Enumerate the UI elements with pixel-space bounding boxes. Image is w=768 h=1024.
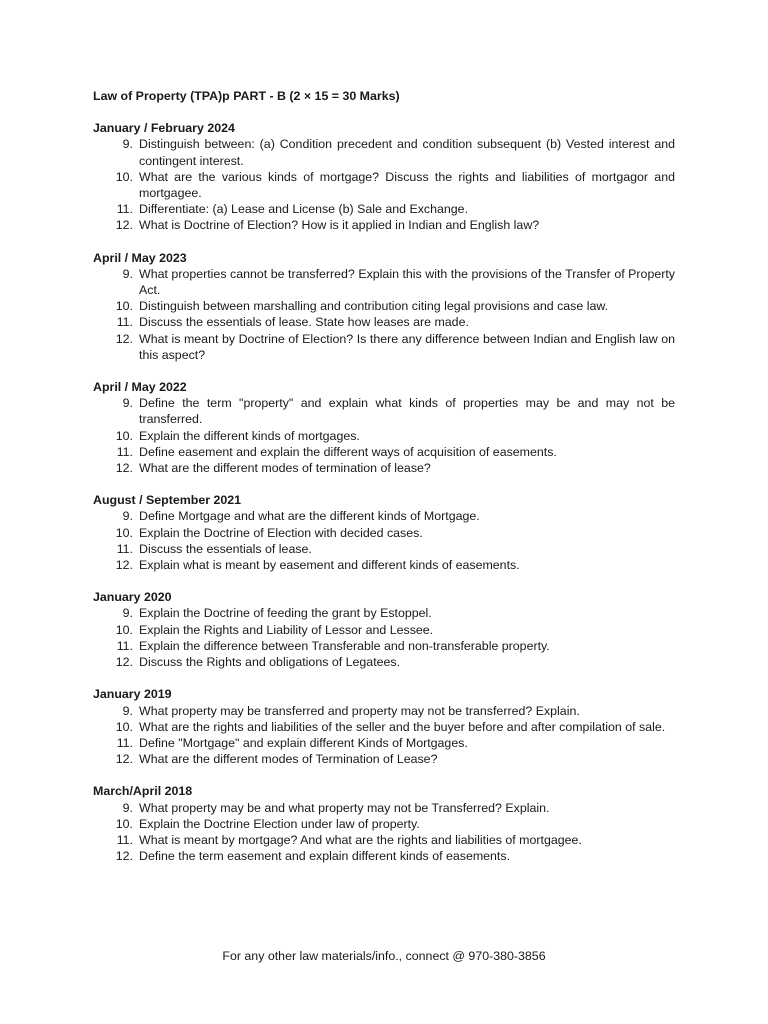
question-text: What properties cannot be transferred? Explain this with the provisions of the Transfer of Property Act. [139, 266, 675, 298]
question-number: 11. [116, 202, 133, 217]
section-heading: January / February 2024 [93, 121, 235, 136]
question-number: 9. [122, 606, 133, 621]
question-number: 11. [116, 444, 133, 459]
question-number: 11. [116, 832, 133, 847]
question-number: 10. [115, 169, 133, 184]
question-text: Define easement and explain the different ways of acquisition of easements. [139, 444, 557, 459]
question-number: 12. [115, 461, 133, 476]
question-list [93, 508, 675, 573]
question-list [93, 136, 675, 233]
question-item [93, 735, 675, 751]
question-text: What is meant by Doctrine of Election? Is there any difference between Indian and English law on this aspect? [139, 331, 675, 362]
question-list [93, 800, 675, 865]
document-title: Law of Property (TPA)p PART - B (2 × 15 = 30 Marks) [93, 89, 400, 103]
question-number: 12. [115, 655, 133, 670]
question-text: Distinguish between marshalling and contribution citing legal provisions and case law. [139, 299, 609, 314]
question-text: Define the term easement and explain different kinds of easements. [139, 849, 511, 864]
question-text: What are the different modes of termination of lease? [139, 461, 431, 476]
question-list [93, 605, 675, 670]
question-item [93, 525, 675, 541]
question-number: 10. [115, 816, 133, 831]
exam-section [93, 783, 675, 864]
question-item [93, 460, 675, 476]
question-number: 12. [115, 752, 133, 767]
question-number: 10. [115, 719, 133, 734]
question-number: 12. [115, 331, 133, 346]
exam-section [93, 589, 675, 670]
question-text: Explain the Rights and Liability of Lessor and Lessee. [139, 622, 434, 637]
question-item [93, 605, 675, 621]
question-number: 9. [122, 703, 133, 718]
question-text: What are the rights and liabilities of the seller and the buyer before and after compilation of sale. [139, 719, 666, 734]
question-number: 9. [122, 800, 133, 815]
section-heading: January 2020 [93, 590, 172, 605]
question-text: What are the different modes of Termination of Lease? [139, 752, 438, 767]
question-list [93, 703, 675, 768]
question-item [93, 169, 675, 201]
question-item [93, 832, 675, 848]
question-text: Explain the Doctrine of Election with decided cases. [139, 525, 423, 540]
question-item [93, 800, 675, 816]
question-number: 11. [116, 541, 133, 556]
question-item [93, 848, 675, 864]
question-text: What is meant by mortgage? And what are the rights and liabilities of mortgagee. [139, 832, 582, 847]
exam-section [93, 492, 675, 573]
question-number: 12. [115, 849, 133, 864]
section-heading: March/April 2018 [93, 784, 193, 799]
section-heading: August / September 2021 [93, 493, 242, 508]
question-item [93, 428, 675, 444]
question-text: Distinguish between: (a) Condition precedent and condition subsequent (b) Vested interest and contingent interest. [139, 137, 675, 168]
question-text: Explain what is meant by easement and different kinds of easements. [139, 558, 520, 573]
question-number: 10. [115, 299, 133, 314]
exam-section [93, 250, 675, 363]
question-number: 9. [122, 509, 133, 524]
document-body [93, 88, 675, 880]
question-text: Define Mortgage and what are the different kinds of Mortgage. [139, 509, 480, 524]
question-text: Differentiate: (a) Lease and License (b) Sale and Exchange. [139, 202, 469, 217]
question-item [93, 314, 675, 330]
question-text: Explain the Doctrine Election under law of property. [139, 816, 420, 831]
question-number: 10. [115, 525, 133, 540]
question-number: 9. [122, 266, 133, 281]
question-number: 12. [115, 558, 133, 573]
question-item [93, 395, 675, 427]
question-item [93, 719, 675, 735]
question-number: 10. [115, 428, 133, 443]
question-text: Discuss the essentials of lease. [139, 541, 312, 556]
question-text: Define the term "property" and explain what kinds of properties may be and may not be transferred. [139, 396, 675, 427]
question-number: 11. [116, 735, 133, 750]
question-item [93, 751, 675, 767]
question-text: Discuss the essentials of lease. State how leases are made. [139, 315, 469, 330]
question-item [93, 201, 675, 217]
question-text: Explain the different kinds of mortgages. [139, 428, 360, 443]
question-text: What is Doctrine of Election? How is it applied in Indian and English law? [139, 218, 540, 233]
question-item [93, 266, 675, 298]
section-heading: January 2019 [93, 687, 172, 702]
question-item [93, 136, 675, 168]
footer-contact: For any other law materials/info., connect @ 970-380-3856 [222, 949, 546, 963]
question-list [93, 266, 675, 363]
question-number: 9. [122, 137, 133, 152]
question-text: What property may be transferred and property may not be transferred? Explain. [139, 703, 580, 718]
question-text: Discuss the Rights and obligations of Legatees. [139, 655, 401, 670]
question-item [93, 508, 675, 524]
question-number: 11. [116, 638, 133, 653]
question-number: 9. [122, 396, 133, 411]
question-item [93, 217, 675, 233]
question-number: 11. [116, 315, 133, 330]
exam-section [93, 379, 675, 476]
question-item [93, 703, 675, 719]
question-item [93, 298, 675, 314]
question-number: 10. [115, 622, 133, 637]
question-text: Define "Mortgage" and explain different Kinds of Mortgages. [139, 735, 468, 750]
question-text: What property may be and what property may not be Transferred? Explain. [139, 800, 550, 815]
question-sections [93, 120, 675, 864]
question-text: Explain the Doctrine of feeding the grant by Estoppel. [139, 606, 432, 621]
question-item [93, 622, 675, 638]
section-heading: April / May 2023 [93, 250, 187, 265]
question-item [93, 444, 675, 460]
exam-section [93, 120, 675, 233]
question-item [93, 816, 675, 832]
question-item [93, 541, 675, 557]
section-heading: April / May 2022 [93, 380, 187, 395]
question-list [93, 395, 675, 476]
question-text: Explain the difference between Transferable and non-transferable property. [139, 638, 550, 653]
question-item [93, 654, 675, 670]
question-text: What are the various kinds of mortgage? Discuss the rights and liabilities of mortgagor and mortgagee. [139, 169, 675, 201]
question-item [93, 638, 675, 654]
exam-section [93, 686, 675, 767]
question-item [93, 331, 675, 363]
question-number: 12. [115, 218, 133, 233]
question-item [93, 557, 675, 573]
